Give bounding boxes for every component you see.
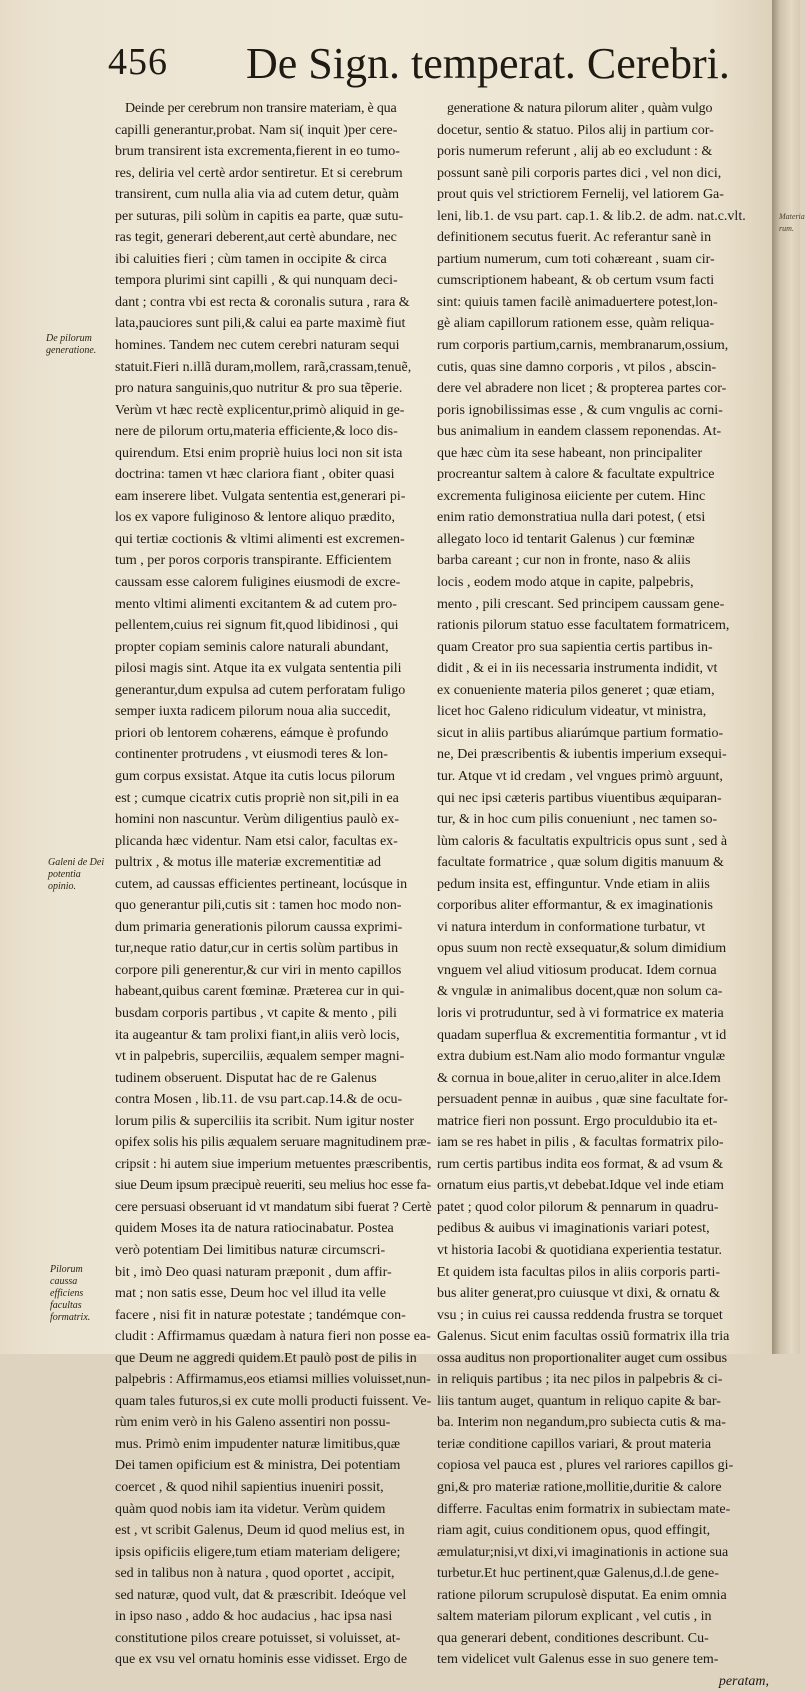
- text-line: pilosi magis sint. Atque ita ex vulgata sententia pili: [115, 661, 402, 677]
- text-line: loris vi protruduntur, sed à vi formatrice ex materia: [437, 1005, 724, 1021]
- text-line: riam agit, cuius conditionem opus, quod effingit,: [437, 1523, 711, 1539]
- text-line: cripsit : hi autem siue imperium metuentes præscribentis,: [115, 1156, 432, 1172]
- text-line: lorum pilis & superciliis ita scribit. Num igitur noster: [115, 1113, 415, 1129]
- text-line: corpore pili generentur,& cur viri in mento capillos: [115, 962, 402, 978]
- right-text-column: [437, 98, 769, 1692]
- text-line: verò potentiam Dei limitibus naturæ circumscri-: [115, 1242, 386, 1258]
- text-line: enim ratio demonstratiua nulla dari potest, ( etsi: [437, 510, 706, 526]
- text-line: busdam corporis partibus , vt capite & mento , pili: [115, 1005, 397, 1021]
- text-line: tudinem obseruent. Disputat hac de re Galenus: [115, 1070, 377, 1086]
- text-line: bus aliter generat,pro cuiusque vt dixi, & ornatu &: [437, 1286, 721, 1302]
- text-line: semper iuxta radicem pilorum noua alia succedit,: [115, 704, 391, 720]
- text-line: palpebris : Affirmamus,eos etiamsi millies voluisset,nun-: [115, 1372, 431, 1388]
- text-line: tur,neque ratio datur,cur in certis solùm partibus in: [115, 941, 399, 957]
- text-line: Verùm vt hæc rectè explicentur,primò aliquid in ge-: [115, 402, 405, 418]
- text-line: est ; cumque cicatrix cutis propriè non sit,pili in ea: [115, 790, 399, 806]
- text-line: homines. Tandem nec cutem cerebri naturam sequi: [115, 338, 400, 354]
- text-line: bit , imò Deo quasi naturam præponit , dum affir-: [115, 1264, 392, 1280]
- facing-page-edge: [772, 0, 800, 1354]
- text-line: sicut in aliis partibus aliarúmque partium formatio-: [437, 725, 724, 741]
- text-line: quirendum. Etsi enim propriè huius loci non sit ista: [115, 445, 403, 461]
- text-line: sed naturæ, quod vult, dat & præscribit. Ideóque vel: [115, 1587, 407, 1603]
- text-line: excrementa fuliginosa eiiciente per cutem. Hinc: [437, 488, 706, 504]
- text-line: Galenus. Sicut enim facultas ossiũ formatrix illa tria: [437, 1329, 730, 1345]
- page-header: [108, 38, 768, 96]
- text-line: gum corpus exsistat. Atque ita cutis locus pilorum: [115, 768, 395, 784]
- text-line: facere , nisi fit in naturæ potestate ; tandémque con-: [115, 1307, 406, 1323]
- text-line: Deinde per cerebrum non transire materiam, è qua: [125, 101, 397, 116]
- text-line: tem videlicet vult Galenus esse in suo genere tem-: [437, 1652, 719, 1668]
- text-line: quadam superflua & excrementitia formantur , vt id: [437, 1027, 727, 1043]
- text-line: ita augeantur & tam prolixi fiant,in aliis verò locis,: [115, 1027, 400, 1043]
- text-line: allegato loco id tentarit Galenus ) cur fœminæ: [437, 531, 695, 547]
- text-line: brum transirent ista excrementa,fierent in eo tumo-: [115, 144, 400, 160]
- text-line: ba. Interim non negandum,pro subiecta cutis & ma-: [437, 1415, 726, 1431]
- text-line: nere de pilorum ortu,materia efficiente,& loco dis-: [115, 424, 398, 440]
- text-line: qui tertiæ coctionis & vltimi alimenti est excremen-: [115, 531, 405, 547]
- text-line: mus. Primò enim impudenter naturæ limitibus,quæ: [115, 1436, 401, 1452]
- text-line: tur, & in hoc cum pilis conueniunt , nec tamen so-: [437, 812, 718, 828]
- text-line: procreantur saltem à calore & facultate expultrice: [437, 467, 715, 483]
- text-line: ex conueniente materia pilos generet ; quæ etiam,: [437, 682, 715, 698]
- text-line: pedibus & auibus vi imaginationis variari potest,: [437, 1221, 710, 1237]
- text-line: facultate formatrice , quæ solum digitis manuum &: [437, 855, 724, 871]
- text-line: generatione & natura pilorum aliter , quàm vulgo: [447, 101, 713, 116]
- page-number: 456: [108, 41, 168, 83]
- text-line: teriæ conditione capillos variari, & prout materia: [437, 1436, 712, 1452]
- text-line: possunt sanè pili corporis partes dici , vel non dici,: [437, 165, 722, 181]
- text-line: quàm quod nobis iam ita videtur. Verùm quidem: [115, 1501, 386, 1517]
- text-line: generantur,dum expulsa ad cutem perforatam fuligo: [115, 682, 406, 698]
- text-line: eam inserere libet. Vulgata sententia est,generari pi-: [115, 488, 406, 504]
- text-line: ne, Dei præscribentis & iubentis imperium exsequi-: [437, 747, 727, 763]
- text-line: lata,pauciores sunt pili,& calui ea parte maximè fiut: [115, 316, 406, 332]
- text-line: tempora plurimi sint capilli , & qui nunquam deci-: [115, 273, 398, 289]
- text-line: corporibus aliter efformantur, & ex imaginationis: [437, 898, 713, 914]
- text-line: ipsis opificiis eligere,tum etiam materiam deligere;: [115, 1544, 401, 1560]
- text-line: quam tales futuros,si ex cute molli producti fuissent. Ve-: [115, 1393, 432, 1409]
- text-line: poris ignobilissimas esse , & cum vngulis ac corni-: [437, 402, 723, 418]
- text-line: plicanda hæc videntur. Nam etsi calor, facultas ex-: [115, 833, 398, 849]
- text-line: saltem materiam pilorum explicant , vel cutis , in: [437, 1609, 712, 1625]
- text-line: rum corporis partium,carnis, membranarum,ossium,: [437, 338, 729, 354]
- text-line: rationis pilorum statuo esse facultatem formatricem,: [437, 618, 730, 634]
- text-line: & cornua in boue,aliter in ceruo,aliter in alce.Idem: [437, 1070, 721, 1086]
- text-line: qui nec ipsi cæteris partibus viuentibus æquiparan-: [437, 790, 722, 806]
- text-line: definitionem secutus fuerit. Ac referantur sanè in: [437, 230, 712, 246]
- text-line: licet hoc Galeno ridiculum videatur, vt ministra,: [437, 704, 707, 720]
- text-line: vt historia Iacobi & quotidiana experientia testatur.: [437, 1242, 722, 1258]
- text-line: tur. Atque vt id credam , vel vngues primò arguunt,: [437, 768, 723, 784]
- text-line: quidem Moses ita de natura ratiocinabatur. Postea: [115, 1221, 394, 1237]
- text-line: æmulatur;nisi,vt dixi,vi imaginationis in actione sua: [437, 1544, 729, 1560]
- text-line: mat ; non satis esse, Deum hoc vel illud ita velle: [115, 1286, 386, 1302]
- text-line: coercet , & quod nihil sapientius inueniri possit,: [115, 1480, 384, 1495]
- text-line: priori ob lentorem cohærens, eámque è profundo: [115, 725, 389, 741]
- catchword: peratam,: [718, 1673, 769, 1689]
- text-line: Dei tamen opificium est & ministra, Dei potentiam: [115, 1458, 401, 1474]
- margin-note-pilorum-caussa: Pilorum caussa efficiens facultas formatrix.: [50, 1264, 91, 1323]
- running-title: De Sign. temperat. Cerebri.: [246, 39, 730, 88]
- text-line: mento , pili crescant. Sed principem caussam gene-: [437, 596, 725, 612]
- text-line: poris numerum referunt , alij ab eo excludunt : &: [437, 144, 713, 160]
- text-line: dum primaria generationis pilorum caussa exprimi-: [115, 919, 403, 935]
- text-line: est , vt scribit Galenus, Deum id quod melius est, in: [115, 1523, 405, 1539]
- text-line: pultrix , & motus ille materiæ excrementitiæ ad: [115, 855, 381, 871]
- text-line: barba careant ; cur non in fronte, naso & aliis: [437, 553, 691, 569]
- text-line: gè aliam capillorum rationem esse, quàm reliqua-: [437, 316, 715, 332]
- text-line: ras tegit, generari deberent,aut certè abundare, nec: [115, 230, 397, 246]
- text-line: dere vel abradere non licet ; & propterea partes cor-: [437, 381, 727, 397]
- text-line: gni,& pro materiæ ratione,mollitie,duritie & calore: [437, 1480, 722, 1495]
- text-line: habeant,quibus carent fœminæ. Præterea cur in qui-: [115, 984, 405, 1000]
- text-line: transirent, cum nulla alia via ad cutem detur, quàm: [115, 187, 400, 203]
- text-line: persuadent pennæ in auibus , quæ sine facultate for-: [437, 1092, 728, 1108]
- text-line: que hæc cùm ita sese habeant, non principaliter: [437, 445, 703, 461]
- text-line: copiosa vel pauca est , plures vel rariores capillos gi-: [437, 1458, 734, 1474]
- text-line: Et quidem ista facultas pilos in aliis corporis parti-: [437, 1264, 721, 1280]
- text-line: bus animalium in eandem classem reponendas. At-: [437, 424, 722, 440]
- text-line: quo generantur pili,cutis sit : tamen hoc modo non-: [115, 898, 402, 914]
- text-line: cludit : Affirmamus quædam à natura fieri non posse ea-: [115, 1329, 431, 1345]
- text-line: doctrina: tamen vt hæc clariora fiant , obiter quasi: [115, 467, 395, 483]
- text-line: cumscriptionem habeant, & ob certum vsum facti: [437, 273, 715, 289]
- text-line: opus suum non rectè exsequatur,& solum dimidium: [437, 941, 727, 957]
- text-line: ratione pilorum scrupulosè disputat. Ea enim omnia: [437, 1587, 727, 1603]
- text-line: tum , per poros corporis transpirante. Efficientem: [115, 553, 392, 569]
- text-line: quam Creator pro sua sapientia certis partibus in-: [437, 639, 713, 655]
- text-line: turbetur.Et huc pertinent,quæ Galenus,d.l.de gene-: [437, 1566, 719, 1582]
- text-line: cutem, ad caussas efficientes pertineant, locúsque in: [115, 876, 408, 892]
- edge-margin-note-top: Materia: [779, 212, 805, 221]
- text-line: caussam esse calorem fuligines eiusmodi de excre-: [115, 575, 401, 591]
- text-line: capilli generantur,probat. Nam si( inquit )per cere-: [115, 122, 398, 138]
- text-line: rum certis partibus indita eos format, & ad vsum &: [437, 1156, 724, 1172]
- text-line: prout quis vel strictiorem Fernelij, vel latiorem Ga-: [437, 187, 724, 203]
- text-line: constitutione pilos creare potuisset, si voluisset, at-: [115, 1630, 401, 1646]
- text-line: partium numerum, cum toti cohæreant , suam cir-: [437, 251, 715, 267]
- text-line: mento vltimi alimenti excitantem & ad cutem pro-: [115, 596, 397, 612]
- text-line: que ex vsu vel ornatu hominis esse vidisset. Ergo de: [115, 1652, 408, 1668]
- text-line: liis tantum auget, quantum in reliquo capite & bar-: [437, 1393, 721, 1409]
- text-line: vnguem vel aliud vitiosum producat. Idem cornua: [437, 962, 717, 978]
- text-line: in ipso naso , addo & hoc audacius , hac ipsa nasi: [115, 1609, 393, 1625]
- text-line: cere persuasi obseruant id vt mandatum sibi fuerat ? Certè: [115, 1199, 432, 1215]
- text-line: in reliquis partibus ; ita nec pilos in palpebris & ci-: [437, 1372, 723, 1388]
- text-line: docetur, sentio & statuo. Pilos alij in partium cor-: [437, 122, 714, 138]
- left-text-column: [115, 98, 431, 1671]
- margin-note-galeni-opinio: Galeni de Dei potentia opinio.: [48, 857, 105, 892]
- text-line: pro natura sanguinis,quo nutritur & pro sua tẽperie.: [115, 381, 403, 397]
- text-line: locis , eodem modo atque in capite, palpebris,: [437, 575, 694, 591]
- text-line: homini non nascuntur. Verùm diligentius paulò ex-: [115, 812, 399, 828]
- text-line: patet ; quod color pilorum & pennarum in quadru-: [437, 1199, 719, 1215]
- text-line: pellentem,cuius rei signum fit,quod libidinosi , qui: [115, 618, 399, 634]
- text-line: dant ; contra vbi est recta & coronalis sutura , rara &: [115, 294, 410, 310]
- text-line: per suturas, pili solùm in capitis ea parte, quæ sutu-: [115, 208, 404, 224]
- text-line: contra Mosen , lib.11. de vsu part.cap.14.& de ocu-: [115, 1092, 403, 1108]
- text-line: vi natura interdum in conformatione turbatur, vt: [437, 919, 706, 935]
- text-line: lùm caloris & facultatis expultricis opus sunt , sed à: [437, 833, 728, 849]
- text-line: matrice fieri non possunt. Ergo proculdubio ita et-: [437, 1113, 718, 1129]
- text-line: iam se res habet in pilis , & facultas formatrix pilo-: [437, 1135, 724, 1151]
- text-line: pedum insita est, effinguntur. Vnde etiam in aliis: [437, 876, 710, 892]
- edge-margin-note-bottom: rum.: [779, 224, 794, 233]
- text-line: res, deliria vel certè ardor sentiretur. Et si cerebrum: [115, 165, 403, 181]
- text-line: los ex vapore fuliginoso & lentore aliquo prædito,: [115, 510, 395, 526]
- text-line: sed in talibus non à natura , quod oportet , accipit,: [115, 1566, 395, 1582]
- text-line: rùm enim verò in his Galeno assentiri non possu-: [115, 1415, 391, 1431]
- text-line: ossa auditus non proportionaliter auget cum ossibus: [437, 1350, 728, 1366]
- text-line: siue Deum ipsum præcipuè reueriti, seu melius hoc esse fa-: [115, 1178, 431, 1194]
- margin-note-pilorum-generatione: De pilorum generatione.: [46, 333, 97, 356]
- text-line: opifex solis his pilis æqualem seruare magnitudinem præ-: [115, 1135, 431, 1151]
- text-line: vsu ; in cuius rei caussa reddenda frustra se torquet: [437, 1307, 723, 1323]
- text-line: propter copiam seminis calore naturali abundant,: [115, 639, 389, 655]
- text-line: continenter protrudens , vt eiusmodi teres & lon-: [115, 747, 388, 763]
- text-line: ornatum eius partis,vt debebat.Idque vel inde etiam: [437, 1178, 724, 1194]
- text-line: vt in palpebris, superciliis, æqualem semper magni-: [115, 1049, 405, 1065]
- text-line: ibi caluities fieri ; cùm tamen in occipite & circa: [115, 251, 387, 267]
- text-line: extra dubium est.Nam alio modo formantur vngulæ: [437, 1049, 726, 1065]
- text-line: leni, lib.1. de vsu part. cap.1. & lib.2. de adm. nat.c.vlt.: [437, 208, 746, 224]
- text-line: que Deum ne aggredi quidem.Et paulò post de pilis in: [115, 1350, 417, 1366]
- text-line: didit , & ei in iis necessaria instrumenta indidit, vt: [437, 661, 718, 677]
- text-line: cutis, quas sine damno corporis , vt pilos , abscin-: [437, 359, 717, 375]
- text-line: differre. Facultas enim formatrix in subiectam mate-: [437, 1501, 731, 1517]
- text-line: & vngulæ in animalibus docent,quæ non solum ca-: [437, 984, 723, 1000]
- text-line: statuit.Fieri n.illã duram,mollem, rarã,crassam,tenuẽ,: [115, 359, 412, 375]
- text-line: qua generari debent, conditiones describunt. Cu-: [437, 1630, 709, 1646]
- text-line: sint: quiuis tamen facilè animaduertere potest,lon-: [437, 294, 718, 310]
